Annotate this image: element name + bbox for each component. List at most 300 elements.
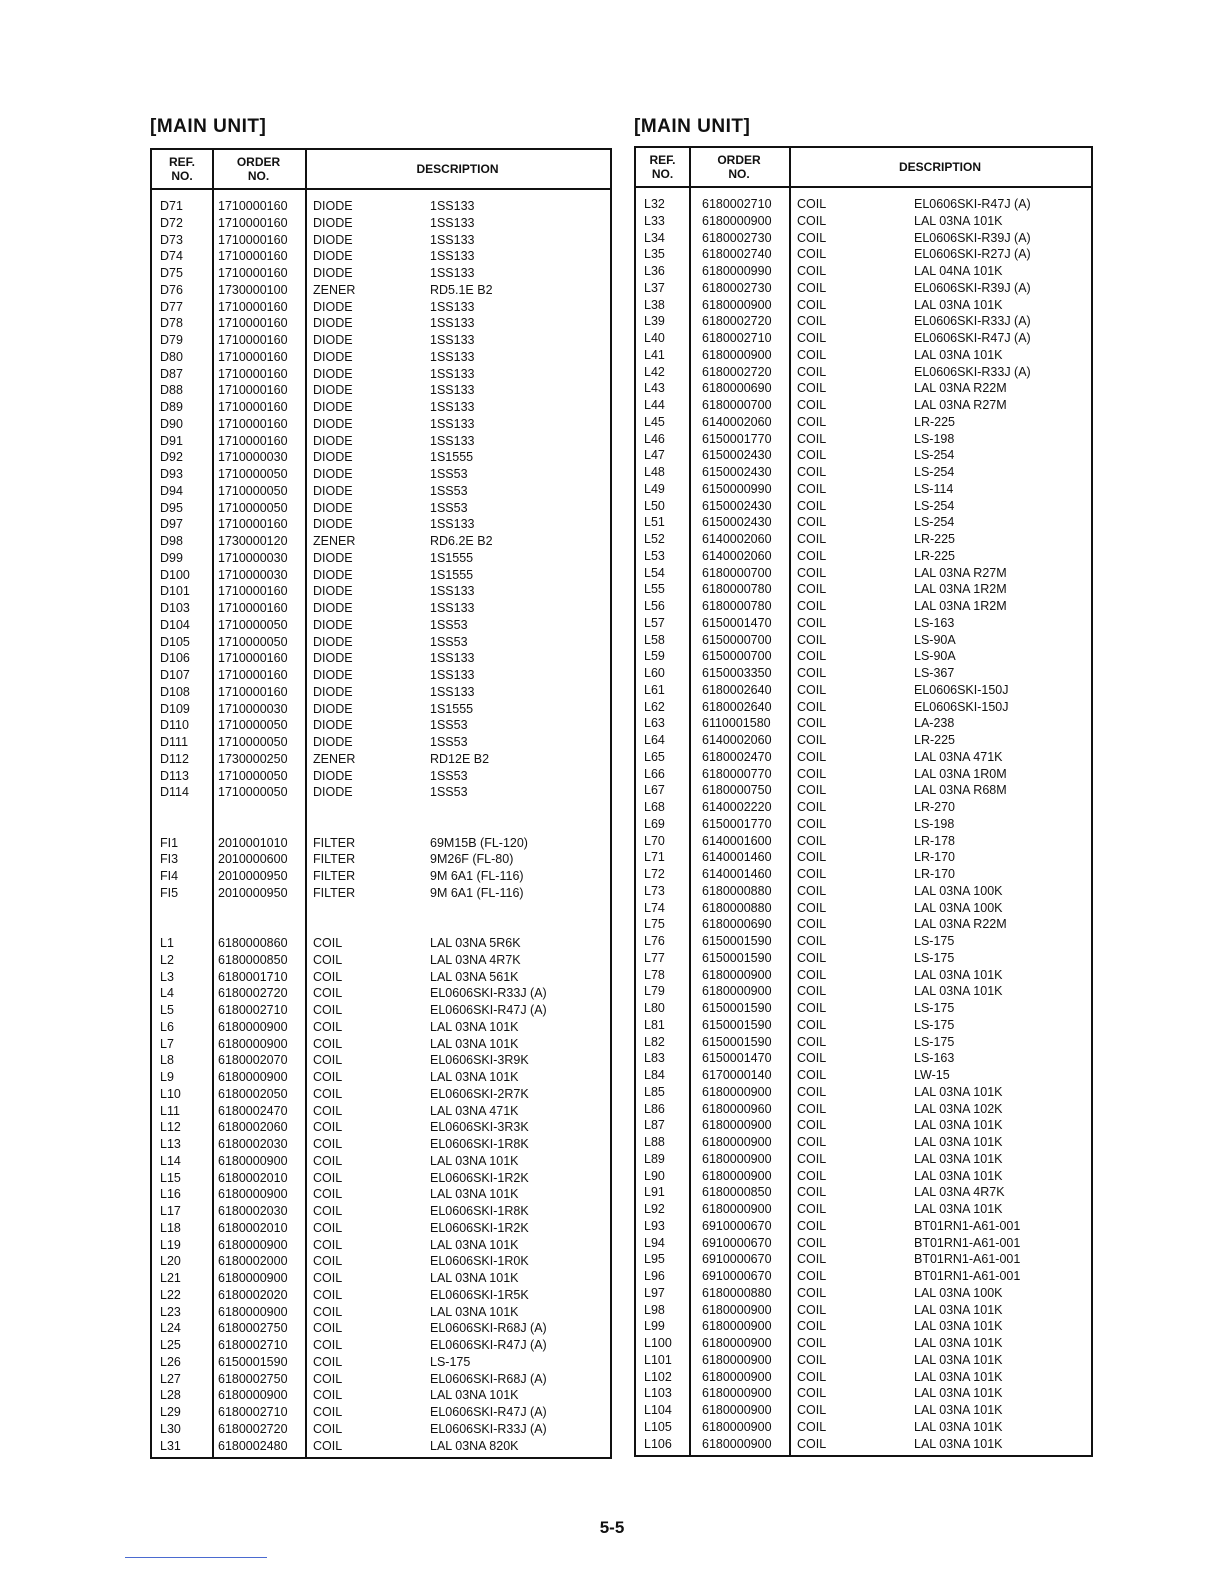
- table-row: [636, 297, 1091, 314]
- part-type: COIL: [797, 264, 827, 278]
- header-description: DESCRIPTION: [898, 160, 981, 174]
- ref-no: L61: [644, 682, 665, 697]
- table-row: [152, 198, 610, 215]
- table-row: [636, 749, 1091, 766]
- part-type: COIL: [797, 1352, 827, 1367]
- table-row: [636, 414, 1091, 431]
- order-no: 6180000900: [702, 1336, 772, 1350]
- table-row: [152, 634, 610, 651]
- table-row: [152, 1337, 610, 1354]
- part-description: LR-178: [914, 833, 955, 848]
- part-type: COIL: [797, 1084, 827, 1099]
- ref-no: L78: [644, 967, 665, 982]
- part-description: LAL 03NA 471K: [430, 1103, 519, 1118]
- order-no: 6180000900: [218, 1271, 288, 1285]
- table-row: [152, 985, 610, 1002]
- part-description: RD6.2E B2: [430, 534, 493, 548]
- ref-no: L100: [644, 1336, 672, 1350]
- part-type: DIODE: [313, 316, 353, 331]
- table-row: [636, 548, 1091, 565]
- order-no: 1710000160: [218, 232, 288, 247]
- part-description: LAL 03NA 1R0M: [914, 766, 1007, 781]
- order-no: 6180000900: [702, 1135, 772, 1149]
- part-description: LAL 03NA 5R6K: [430, 936, 521, 950]
- part-description: 9M26F (FL-80): [430, 852, 514, 867]
- table-row: [636, 1218, 1091, 1235]
- ref-no: L102: [644, 1369, 672, 1384]
- order-no: 1710000160: [218, 416, 288, 431]
- order-no: 6910000670: [702, 1252, 772, 1267]
- part-type: COIL: [797, 448, 827, 463]
- part-description: LS-175: [914, 950, 955, 965]
- ref-no: L51: [644, 515, 665, 530]
- table-row: [152, 717, 610, 734]
- ref-no: L56: [644, 599, 665, 613]
- table-row: [636, 615, 1091, 632]
- ref-no: D109: [160, 701, 190, 716]
- part-type: COIL: [797, 230, 827, 245]
- header-order-no: ORDER NO.: [717, 153, 761, 181]
- order-no: 6140001460: [702, 867, 772, 881]
- order-no: 1710000050: [218, 768, 288, 783]
- ref-no: D92: [160, 450, 183, 465]
- table-row: [636, 380, 1091, 397]
- table-row: [636, 1201, 1091, 1218]
- order-no: 6150001590: [702, 934, 772, 948]
- part-description: LAL 03NA 4R7K: [430, 952, 521, 967]
- order-no: 6910000670: [702, 1269, 772, 1283]
- part-type: COIL: [797, 297, 827, 312]
- table-row: [152, 1036, 610, 1053]
- ref-no: D73: [160, 232, 183, 247]
- table-row: [152, 265, 610, 282]
- order-no: 1710000050: [218, 718, 288, 733]
- order-no: 1710000030: [218, 450, 288, 465]
- table-row: [152, 1086, 610, 1103]
- part-description: EL0606SKI-R47J (A): [430, 1338, 547, 1352]
- part-description: 1SS133: [430, 366, 475, 381]
- part-description: LW-15: [914, 1068, 950, 1082]
- order-no: 6140002060: [702, 733, 772, 747]
- table-row: [152, 1052, 610, 1069]
- part-type: DIODE: [313, 433, 353, 448]
- table-row: [636, 916, 1091, 933]
- part-type: COIL: [313, 1338, 343, 1352]
- table-row: [152, 516, 610, 533]
- part-type: COIL: [797, 481, 827, 496]
- part-type: COIL: [797, 950, 827, 965]
- table-row: [152, 567, 610, 584]
- part-type: DIODE: [313, 483, 353, 498]
- table-row: [636, 263, 1091, 280]
- part-type: COIL: [797, 850, 827, 865]
- ref-no: L54: [644, 565, 665, 580]
- order-no: 6180000850: [218, 952, 288, 967]
- order-no: 6180002720: [218, 986, 288, 1001]
- part-description: LAL 04NA 101K: [914, 264, 1003, 278]
- part-description: LR-225: [914, 414, 955, 429]
- order-no: 6150001590: [702, 1017, 772, 1032]
- ref-no: L13: [160, 1137, 181, 1151]
- ref-no: L52: [644, 532, 665, 546]
- table-row: [152, 617, 610, 634]
- table-row: [636, 732, 1091, 749]
- table-row: [636, 766, 1091, 783]
- left-parts-table: [150, 148, 612, 1459]
- table-row: [152, 1421, 610, 1438]
- ref-no: L6: [160, 1019, 174, 1034]
- part-type: COIL: [797, 733, 827, 747]
- ref-no: D110: [160, 718, 189, 733]
- table-row: [636, 1385, 1091, 1402]
- part-description: LAL 03NA 101K: [914, 1319, 1003, 1334]
- ref-no: L70: [644, 833, 665, 848]
- ref-no: L38: [644, 297, 665, 312]
- order-no: 6180000880: [702, 883, 772, 898]
- part-description: LAL 03NA 101K: [914, 984, 1003, 999]
- part-type: DIODE: [313, 215, 353, 230]
- part-type: DIODE: [313, 550, 353, 565]
- ref-no: L103: [644, 1386, 672, 1401]
- part-description: LAL 03NA 561K: [430, 969, 519, 984]
- ref-no: L12: [160, 1120, 181, 1135]
- part-description: EL0606SKI-R39J (A): [914, 230, 1031, 245]
- part-description: LAL 03NA 101K: [914, 1135, 1003, 1149]
- table-row: [152, 1354, 610, 1371]
- ref-no: L98: [644, 1302, 665, 1317]
- part-description: LAL 03NA 101K: [430, 1070, 519, 1084]
- table-row: [152, 1371, 610, 1388]
- part-description: LAL 03NA 101K: [430, 1153, 519, 1168]
- part-description: LAL 03NA 101K: [914, 1369, 1003, 1384]
- order-no: 6180000690: [702, 917, 772, 932]
- part-description: LAL 03NA 100K: [914, 1285, 1003, 1300]
- part-description: LAL 03NA 101K: [914, 1084, 1003, 1099]
- ref-no: L34: [644, 230, 665, 245]
- order-no: 1710000160: [218, 433, 288, 448]
- table-row: [152, 1153, 610, 1170]
- part-description: 1SS53: [430, 483, 468, 498]
- part-type: COIL: [797, 548, 827, 563]
- part-type: COIL: [797, 599, 827, 613]
- table-row: [636, 900, 1091, 917]
- ref-no: D93: [160, 467, 183, 481]
- table-row: [636, 196, 1091, 213]
- part-type: COIL: [797, 1269, 827, 1283]
- part-type: COIL: [797, 816, 827, 831]
- part-description: 1SS133: [430, 349, 475, 364]
- table-row: [152, 1119, 610, 1136]
- order-no: 6180002010: [218, 1170, 288, 1185]
- table-row: [152, 500, 610, 517]
- ref-no: FI3: [160, 852, 179, 867]
- part-description: 1SS133: [430, 249, 475, 264]
- part-description: LAL 03NA 101K: [914, 347, 1003, 362]
- table-row: [152, 1103, 610, 1120]
- ref-no: L17: [160, 1204, 181, 1218]
- part-description: LAL 03NA R22M: [914, 917, 1007, 932]
- part-description: LS-163: [914, 615, 955, 630]
- ref-no: L92: [644, 1202, 665, 1216]
- order-no: 6180000960: [702, 1101, 772, 1116]
- table-row: [152, 952, 610, 969]
- part-type: DIODE: [313, 249, 353, 264]
- table-row: [152, 835, 610, 852]
- table-row: [636, 1318, 1091, 1335]
- part-type: COIL: [797, 900, 827, 915]
- ref-no: L90: [644, 1168, 665, 1183]
- part-type: COIL: [797, 682, 827, 697]
- order-no: 6180002710: [218, 1405, 288, 1419]
- ref-no: D91: [160, 433, 183, 448]
- ref-no: D79: [160, 333, 183, 347]
- ref-no: L79: [644, 984, 665, 999]
- part-description: LAL 03NA 101K: [914, 1336, 1003, 1350]
- part-type: COIL: [797, 582, 827, 597]
- part-description: 1SS53: [430, 467, 468, 481]
- ref-no: L22: [160, 1287, 181, 1302]
- order-no: 6140002060: [702, 548, 772, 563]
- part-type: COIL: [313, 1120, 343, 1135]
- part-type: COIL: [797, 1319, 827, 1334]
- table-row: [636, 1134, 1091, 1151]
- header-divider: [636, 186, 1091, 188]
- order-no: 6180000900: [702, 213, 772, 228]
- part-description: BT01RN1-A61-001: [914, 1218, 1021, 1233]
- part-type: DIODE: [313, 383, 353, 398]
- ref-no: L28: [160, 1388, 181, 1403]
- order-no: 6180002640: [702, 699, 772, 714]
- ref-no: L55: [644, 582, 665, 597]
- ref-no: L77: [644, 950, 665, 965]
- part-description: EL0606SKI-R68J (A): [430, 1321, 547, 1336]
- part-type: COIL: [797, 197, 827, 211]
- part-type: COIL: [797, 1118, 827, 1133]
- ref-no: L89: [644, 1151, 665, 1166]
- part-description: LR-225: [914, 733, 955, 747]
- part-description: LAL 03NA 101K: [914, 1352, 1003, 1367]
- part-description: EL0606SKI-R47J (A): [430, 1003, 547, 1017]
- table-row: [152, 483, 610, 500]
- header-divider: [152, 188, 610, 190]
- table-row: [636, 431, 1091, 448]
- part-description: 1SS133: [430, 684, 475, 699]
- part-type: DIODE: [313, 349, 353, 364]
- part-type: COIL: [797, 833, 827, 848]
- order-no: 6180000900: [702, 1151, 772, 1166]
- part-type: COIL: [797, 498, 827, 513]
- part-description: EL0606SKI-2R7K: [430, 1086, 529, 1101]
- part-description: LAL 03NA 101K: [430, 1187, 519, 1202]
- ref-no: L46: [644, 431, 665, 446]
- order-no: 6150000990: [702, 481, 772, 496]
- part-type: COIL: [797, 1419, 827, 1434]
- part-type: DIODE: [313, 601, 353, 615]
- ref-no: L85: [644, 1084, 665, 1099]
- part-type: DIODE: [313, 450, 353, 465]
- order-no: 1710000050: [218, 617, 288, 632]
- table-row: [152, 918, 610, 935]
- part-type: COIL: [797, 1168, 827, 1183]
- part-description: EL0606SKI-R33J (A): [430, 986, 547, 1001]
- table-row: [636, 1352, 1091, 1369]
- order-no: 6180002050: [218, 1086, 288, 1101]
- order-no: 1710000160: [218, 349, 288, 364]
- ref-no: L69: [644, 816, 665, 831]
- table-row: [152, 969, 610, 986]
- part-description: LAL 03NA 4R7K: [914, 1185, 1005, 1200]
- table-row: [636, 498, 1091, 515]
- table-row: [636, 464, 1091, 481]
- table-row: [152, 1019, 610, 1036]
- table-row: [636, 1285, 1091, 1302]
- order-no: 1710000160: [218, 684, 288, 699]
- part-type: COIL: [313, 936, 343, 950]
- ref-no: L104: [644, 1403, 672, 1417]
- order-no: 6180002750: [218, 1321, 288, 1336]
- ref-no: L74: [644, 900, 665, 915]
- ref-no: L91: [644, 1185, 665, 1200]
- part-type: COIL: [313, 1153, 343, 1168]
- part-type: COIL: [313, 1321, 343, 1336]
- ref-no: D74: [160, 249, 183, 264]
- ref-no: L81: [644, 1017, 665, 1032]
- header-order-no: ORDER NO.: [236, 155, 281, 183]
- ref-no: L10: [160, 1086, 181, 1101]
- part-description: EL0606SKI-1R2K: [430, 1220, 529, 1235]
- order-no: 6180002020: [218, 1287, 288, 1302]
- part-type: DIODE: [313, 584, 353, 599]
- part-type: COIL: [797, 666, 827, 680]
- part-description: LAL 03NA 820K: [430, 1438, 519, 1453]
- ref-no: L21: [160, 1271, 181, 1285]
- ref-no: L59: [644, 649, 665, 664]
- table-row: [152, 366, 610, 383]
- part-description: LS-175: [430, 1354, 471, 1369]
- part-description: LAL 03NA 101K: [430, 1237, 519, 1252]
- order-no: 6180002710: [218, 1338, 288, 1352]
- ref-no: D101: [160, 584, 190, 599]
- part-type: ZENER: [313, 751, 356, 766]
- table-row: [636, 347, 1091, 364]
- table-row: [152, 851, 610, 868]
- part-type: COIL: [797, 1202, 827, 1216]
- ref-no: L99: [644, 1319, 665, 1334]
- ref-no: L50: [644, 498, 665, 513]
- order-no: 1710000160: [218, 517, 288, 532]
- table-row: [636, 565, 1091, 582]
- part-description: BT01RN1-A61-001: [914, 1235, 1021, 1250]
- part-type: COIL: [797, 1051, 827, 1066]
- table-row: [636, 1151, 1091, 1168]
- order-no: 6910000670: [702, 1218, 772, 1233]
- part-description: EL0606SKI-150J: [914, 699, 1009, 714]
- ref-no: D76: [160, 282, 183, 297]
- order-no: 6180002720: [702, 314, 772, 329]
- ref-no: L16: [160, 1187, 181, 1202]
- table-row: [152, 1069, 610, 1086]
- ref-no: D97: [160, 517, 183, 532]
- table-row: [636, 447, 1091, 464]
- part-type: COIL: [313, 1036, 343, 1051]
- table-row: [152, 332, 610, 349]
- part-description: 1SS53: [430, 617, 468, 632]
- part-description: LS-90A: [914, 649, 956, 664]
- order-no: 6150001590: [218, 1354, 288, 1369]
- right-parts-table: [634, 146, 1093, 1457]
- part-type: ZENER: [313, 282, 356, 297]
- order-no: 6180002710: [702, 197, 772, 211]
- order-no: 6180000900: [702, 1419, 772, 1434]
- order-no: 1710000160: [218, 266, 288, 280]
- part-type: FILTER: [313, 869, 356, 883]
- ref-no: D77: [160, 299, 183, 314]
- table-row: [152, 449, 610, 466]
- ref-no: D103: [160, 601, 190, 615]
- ref-no: L2: [160, 952, 174, 967]
- ref-no: L96: [644, 1269, 665, 1283]
- part-type: COIL: [797, 1436, 827, 1451]
- table-row: [636, 665, 1091, 682]
- part-description: 1SS133: [430, 333, 475, 347]
- ref-no: L19: [160, 1237, 181, 1252]
- part-type: COIL: [797, 783, 827, 798]
- part-type: DIODE: [313, 651, 353, 666]
- table-row: [152, 215, 610, 232]
- part-type: COIL: [313, 1170, 343, 1185]
- table-row: [152, 650, 610, 667]
- part-type: COIL: [313, 1304, 343, 1319]
- part-type: COIL: [313, 952, 343, 967]
- part-description: LAL 03NA 101K: [914, 1436, 1003, 1451]
- part-description: LAL 03NA 101K: [430, 1019, 519, 1034]
- part-description: EL0606SKI-R33J (A): [914, 364, 1031, 379]
- ref-no: L23: [160, 1304, 181, 1319]
- table-row: [152, 1287, 610, 1304]
- part-description: 1SS53: [430, 785, 468, 800]
- order-no: 6180002000: [218, 1254, 288, 1269]
- order-no: 6140001600: [702, 833, 772, 848]
- part-type: COIL: [797, 1135, 827, 1149]
- order-no: 6180002740: [702, 247, 772, 262]
- table-row: [636, 1369, 1091, 1386]
- order-no: 6180000900: [702, 1352, 772, 1367]
- table-row: [636, 699, 1091, 716]
- ref-no: L82: [644, 1034, 665, 1049]
- part-description: BT01RN1-A61-001: [914, 1269, 1021, 1283]
- order-no: 6150001770: [702, 431, 772, 446]
- part-description: LS-198: [914, 816, 955, 831]
- order-no: 6180000900: [218, 1388, 288, 1403]
- ref-no: L18: [160, 1220, 181, 1235]
- part-description: 1SS133: [430, 433, 475, 448]
- part-description: 1SS133: [430, 383, 475, 398]
- ref-no: FI4: [160, 869, 179, 883]
- ref-no: L101: [644, 1352, 672, 1367]
- ref-no: L87: [644, 1118, 665, 1133]
- ref-no: L31: [160, 1438, 181, 1453]
- order-no: 6180000900: [702, 1386, 772, 1401]
- order-no: 2010000950: [218, 869, 288, 883]
- part-type: COIL: [797, 699, 827, 714]
- part-type: COIL: [313, 1271, 343, 1285]
- order-no: 6180002710: [218, 1003, 288, 1017]
- part-type: COIL: [797, 465, 827, 479]
- order-no: 6150001770: [702, 816, 772, 831]
- table-row: [636, 1235, 1091, 1252]
- part-type: COIL: [313, 1187, 343, 1202]
- part-type: COIL: [313, 1438, 343, 1453]
